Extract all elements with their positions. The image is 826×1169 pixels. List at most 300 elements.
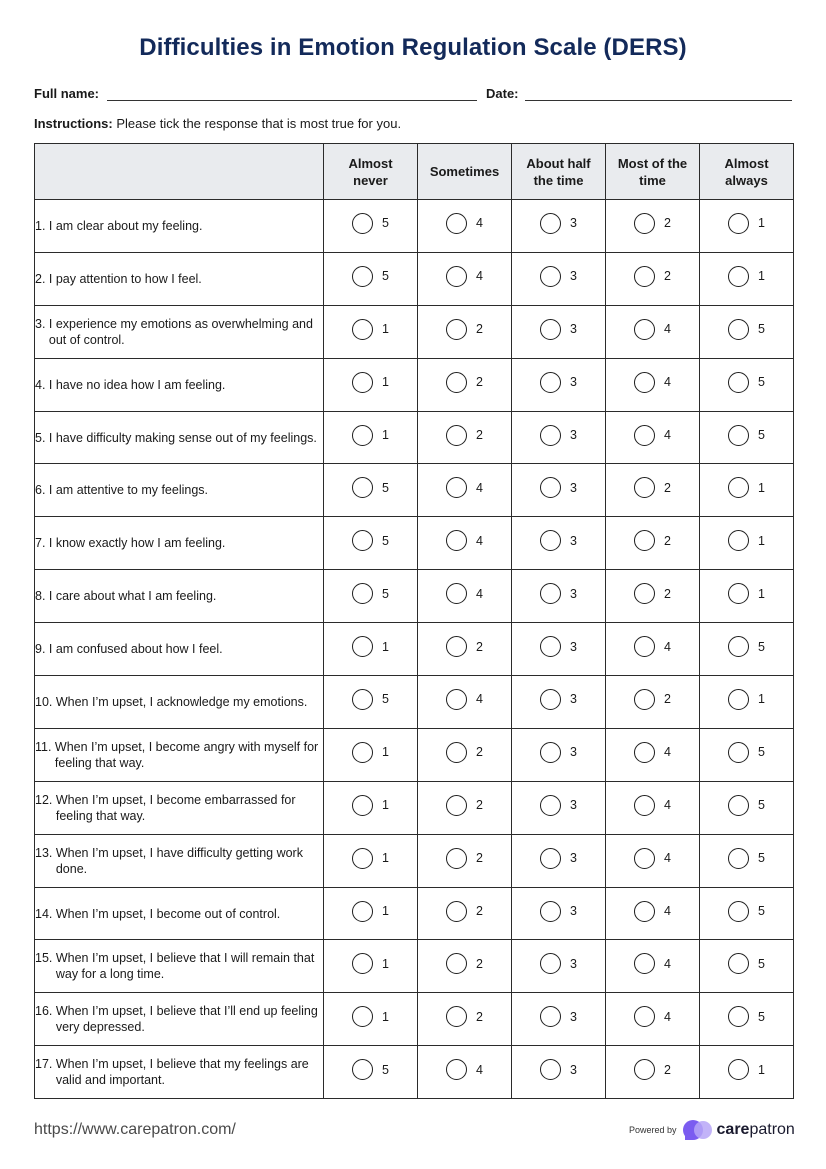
- response-score: 5: [382, 216, 389, 231]
- question-text: I have difficulty making sense out of my feelings.: [48, 430, 317, 445]
- response-score: 1: [382, 375, 389, 390]
- radio-circle-icon[interactable]: [446, 372, 467, 393]
- response-option[interactable]: [540, 795, 577, 816]
- question-number: 13.: [35, 845, 56, 860]
- question-text: I experience my emotions as overwhelming and out of control.: [48, 316, 313, 347]
- response-option[interactable]: [540, 319, 577, 340]
- response-score: 3: [570, 956, 577, 971]
- response-cell: [700, 1046, 794, 1099]
- response-option[interactable]: [634, 1059, 671, 1080]
- response-option[interactable]: [540, 689, 577, 710]
- response-score: 2: [664, 269, 671, 284]
- response-score: 5: [758, 904, 765, 919]
- radio-circle-icon[interactable]: [540, 1059, 561, 1080]
- response-cell: [606, 1046, 700, 1099]
- radio-circle-icon[interactable]: [634, 1006, 655, 1027]
- response-cell: [324, 252, 418, 305]
- brand-name-patron: patron: [749, 1121, 795, 1138]
- radio-circle-icon[interactable]: [540, 636, 561, 657]
- radio-circle-icon[interactable]: [446, 636, 467, 657]
- response-option[interactable]: [728, 530, 765, 551]
- radio-circle-icon[interactable]: [728, 953, 749, 974]
- radio-circle-icon[interactable]: [634, 583, 655, 604]
- response-cell: [606, 781, 700, 834]
- response-score: 5: [758, 851, 765, 866]
- response-cell: [606, 464, 700, 517]
- question-cell: [35, 411, 324, 464]
- response-option[interactable]: [634, 1006, 671, 1027]
- radio-circle-icon[interactable]: [352, 477, 373, 498]
- radio-circle-icon[interactable]: [446, 1059, 467, 1080]
- radio-circle-icon[interactable]: [352, 848, 373, 869]
- response-option[interactable]: [446, 848, 483, 869]
- response-option[interactable]: [728, 477, 765, 498]
- instructions: [34, 116, 401, 131]
- response-option[interactable]: [540, 1059, 577, 1080]
- radio-circle-icon[interactable]: [352, 319, 373, 340]
- response-option[interactable]: [446, 689, 483, 710]
- response-option[interactable]: [728, 583, 765, 604]
- radio-circle-icon[interactable]: [352, 372, 373, 393]
- radio-circle-icon[interactable]: [728, 1059, 749, 1080]
- radio-circle-icon[interactable]: [352, 530, 373, 551]
- response-option[interactable]: [446, 636, 483, 657]
- response-option[interactable]: [540, 636, 577, 657]
- response-score: 5: [382, 1062, 389, 1077]
- response-cell: [512, 834, 606, 887]
- response-score: 1: [758, 692, 765, 707]
- response-option[interactable]: [728, 1006, 765, 1027]
- response-score: 1: [382, 1009, 389, 1024]
- response-score: 3: [570, 851, 577, 866]
- response-option[interactable]: [634, 213, 671, 234]
- question-number: 8.: [35, 589, 49, 604]
- radio-circle-icon[interactable]: [728, 636, 749, 657]
- response-option[interactable]: [352, 583, 389, 604]
- radio-circle-icon[interactable]: [352, 583, 373, 604]
- radio-circle-icon[interactable]: [446, 477, 467, 498]
- radio-circle-icon[interactable]: [352, 1006, 373, 1027]
- radio-circle-icon[interactable]: [634, 319, 655, 340]
- response-score: 4: [664, 851, 671, 866]
- response-option[interactable]: [634, 953, 671, 974]
- radio-circle-icon[interactable]: [446, 530, 467, 551]
- radio-circle-icon[interactable]: [540, 477, 561, 498]
- response-option[interactable]: [634, 530, 671, 551]
- question-number: 5.: [35, 430, 49, 445]
- response-option[interactable]: [728, 1059, 765, 1080]
- response-cell: [512, 411, 606, 464]
- question-text: I have no idea how I am feeling.: [48, 377, 226, 392]
- question-cell: [35, 464, 324, 517]
- response-option[interactable]: [540, 266, 577, 287]
- response-cell: [606, 252, 700, 305]
- response-option[interactable]: [728, 319, 765, 340]
- radio-circle-icon[interactable]: [352, 213, 373, 234]
- radio-circle-icon[interactable]: [446, 213, 467, 234]
- response-option[interactable]: [352, 795, 389, 816]
- response-score: 4: [664, 745, 671, 760]
- radio-circle-icon[interactable]: [728, 213, 749, 234]
- response-cell: [606, 676, 700, 729]
- table-row: [35, 517, 794, 570]
- response-option[interactable]: [728, 901, 765, 922]
- radio-circle-icon[interactable]: [728, 1006, 749, 1027]
- response-option[interactable]: [634, 477, 671, 498]
- response-cell: [512, 1046, 606, 1099]
- radio-circle-icon[interactable]: [352, 1059, 373, 1080]
- response-option[interactable]: [540, 372, 577, 393]
- response-score: 4: [476, 533, 483, 548]
- question-text: I know exactly how I am feeling.: [48, 536, 226, 551]
- question-cell: [35, 993, 324, 1046]
- radio-circle-icon[interactable]: [634, 636, 655, 657]
- ders-table: [34, 143, 794, 1099]
- response-option[interactable]: [634, 266, 671, 287]
- response-cell: [418, 252, 512, 305]
- radio-circle-icon[interactable]: [352, 901, 373, 922]
- response-cell: [700, 358, 794, 411]
- response-cell: [418, 676, 512, 729]
- response-option[interactable]: [634, 319, 671, 340]
- radio-circle-icon[interactable]: [446, 319, 467, 340]
- response-cell: [700, 570, 794, 623]
- response-score: 4: [664, 904, 671, 919]
- question-cell: [35, 623, 324, 676]
- response-cell: [512, 200, 606, 253]
- radio-circle-icon[interactable]: [728, 848, 749, 869]
- response-option[interactable]: [446, 213, 483, 234]
- radio-circle-icon[interactable]: [728, 742, 749, 763]
- radio-circle-icon[interactable]: [352, 689, 373, 710]
- response-option[interactable]: [446, 372, 483, 393]
- radio-circle-icon[interactable]: [634, 795, 655, 816]
- question-number: 11.: [35, 739, 55, 754]
- response-score: 2: [476, 904, 483, 919]
- radio-circle-icon[interactable]: [540, 742, 561, 763]
- response-score: 3: [570, 639, 577, 654]
- response-cell: [418, 570, 512, 623]
- response-option[interactable]: [728, 953, 765, 974]
- radio-circle-icon[interactable]: [728, 425, 749, 446]
- response-cell: [700, 252, 794, 305]
- radio-circle-icon[interactable]: [728, 319, 749, 340]
- response-option[interactable]: [446, 901, 483, 922]
- response-option[interactable]: [352, 636, 389, 657]
- radio-circle-icon[interactable]: [634, 953, 655, 974]
- radio-circle-icon[interactable]: [446, 795, 467, 816]
- response-score: 4: [476, 692, 483, 707]
- response-cell: [324, 940, 418, 993]
- radio-circle-icon[interactable]: [634, 742, 655, 763]
- response-score: 4: [664, 798, 671, 813]
- question-number: 6.: [35, 483, 49, 498]
- radio-circle-icon[interactable]: [634, 901, 655, 922]
- radio-circle-icon[interactable]: [352, 742, 373, 763]
- response-cell: [418, 464, 512, 517]
- response-score: 1: [382, 851, 389, 866]
- response-cell: [512, 305, 606, 358]
- response-option[interactable]: [540, 1006, 577, 1027]
- response-cell: [418, 517, 512, 570]
- response-score: 4: [664, 322, 671, 337]
- full-name-field[interactable]: [107, 100, 477, 101]
- response-cell: [606, 570, 700, 623]
- response-option[interactable]: [446, 1006, 483, 1027]
- response-cell: [700, 781, 794, 834]
- response-score: 2: [664, 216, 671, 231]
- response-option[interactable]: [446, 742, 483, 763]
- question-number: 15.: [35, 951, 56, 966]
- radio-circle-icon[interactable]: [352, 795, 373, 816]
- radio-circle-icon[interactable]: [540, 901, 561, 922]
- radio-circle-icon[interactable]: [540, 266, 561, 287]
- question-number: 14.: [35, 906, 56, 921]
- radio-circle-icon[interactable]: [634, 266, 655, 287]
- radio-circle-icon[interactable]: [540, 1006, 561, 1027]
- radio-circle-icon[interactable]: [352, 953, 373, 974]
- response-cell: [512, 887, 606, 940]
- response-option[interactable]: [728, 689, 765, 710]
- response-option[interactable]: [540, 583, 577, 604]
- response-score: 3: [570, 269, 577, 284]
- response-option[interactable]: [540, 742, 577, 763]
- response-score: 2: [664, 533, 671, 548]
- response-option[interactable]: [352, 1006, 389, 1027]
- radio-circle-icon[interactable]: [446, 1006, 467, 1027]
- response-cell: [324, 728, 418, 781]
- response-option[interactable]: [352, 848, 389, 869]
- response-option[interactable]: [352, 689, 389, 710]
- response-option[interactable]: [728, 425, 765, 446]
- table-header-row: [35, 144, 794, 200]
- response-cell: [512, 676, 606, 729]
- response-option[interactable]: [728, 848, 765, 869]
- response-score: 1: [758, 480, 765, 495]
- radio-circle-icon[interactable]: [446, 689, 467, 710]
- response-option[interactable]: [540, 213, 577, 234]
- response-option[interactable]: [352, 425, 389, 446]
- radio-circle-icon[interactable]: [446, 583, 467, 604]
- response-score: 1: [758, 269, 765, 284]
- response-score: 5: [758, 745, 765, 760]
- radio-circle-icon[interactable]: [634, 689, 655, 710]
- response-cell: [324, 676, 418, 729]
- response-score: 1: [382, 322, 389, 337]
- radio-circle-icon[interactable]: [634, 477, 655, 498]
- response-option[interactable]: [634, 795, 671, 816]
- response-option[interactable]: [352, 901, 389, 922]
- response-score: 1: [758, 533, 765, 548]
- response-option[interactable]: [352, 213, 389, 234]
- response-option[interactable]: [352, 742, 389, 763]
- response-cell: [700, 464, 794, 517]
- response-cell: [512, 570, 606, 623]
- question-cell: [35, 1046, 324, 1099]
- response-option[interactable]: [540, 425, 577, 446]
- response-option[interactable]: [728, 213, 765, 234]
- response-cell: [324, 305, 418, 358]
- radio-circle-icon[interactable]: [446, 266, 467, 287]
- response-score: 4: [476, 216, 483, 231]
- date-field[interactable]: [525, 100, 792, 101]
- response-score: 4: [664, 956, 671, 971]
- response-option[interactable]: [446, 530, 483, 551]
- question-text: When I’m upset, I become embarrassed for feeling that way.: [55, 792, 296, 823]
- response-cell: [324, 623, 418, 676]
- response-cell: [418, 623, 512, 676]
- response-option[interactable]: [634, 425, 671, 446]
- response-option[interactable]: [728, 372, 765, 393]
- response-option[interactable]: [352, 477, 389, 498]
- response-cell: [606, 887, 700, 940]
- response-score: 1: [758, 586, 765, 601]
- response-option[interactable]: [540, 953, 577, 974]
- response-option[interactable]: [352, 266, 389, 287]
- response-score: 1: [758, 216, 765, 231]
- response-cell: [512, 940, 606, 993]
- response-option[interactable]: [540, 901, 577, 922]
- radio-circle-icon[interactable]: [728, 583, 749, 604]
- radio-circle-icon[interactable]: [634, 1059, 655, 1080]
- radio-circle-icon[interactable]: [446, 953, 467, 974]
- response-option[interactable]: [728, 266, 765, 287]
- response-option[interactable]: [634, 689, 671, 710]
- radio-circle-icon[interactable]: [446, 848, 467, 869]
- response-option[interactable]: [446, 319, 483, 340]
- header-almost-never: Almost never: [324, 144, 418, 200]
- radio-circle-icon[interactable]: [540, 583, 561, 604]
- instructions-text: Please tick the response that is most true for you.: [116, 116, 402, 131]
- header-almost-always: Almost always: [700, 144, 794, 200]
- response-cell: [418, 993, 512, 1046]
- radio-circle-icon[interactable]: [540, 689, 561, 710]
- response-option[interactable]: [634, 583, 671, 604]
- question-text: When I’m upset, I believe that I will remain that way for a long time.: [55, 951, 315, 982]
- response-option[interactable]: [446, 266, 483, 287]
- carepatron-logo-icon: [683, 1119, 713, 1141]
- response-option[interactable]: [446, 1059, 483, 1080]
- response-score: 2: [476, 956, 483, 971]
- response-score: 5: [758, 1009, 765, 1024]
- response-option[interactable]: [446, 953, 483, 974]
- radio-circle-icon[interactable]: [728, 372, 749, 393]
- radio-circle-icon[interactable]: [540, 530, 561, 551]
- response-score: 4: [476, 269, 483, 284]
- response-option[interactable]: [352, 319, 389, 340]
- radio-circle-icon[interactable]: [540, 848, 561, 869]
- response-option[interactable]: [634, 372, 671, 393]
- response-option[interactable]: [728, 795, 765, 816]
- question-cell: [35, 834, 324, 887]
- radio-circle-icon[interactable]: [728, 795, 749, 816]
- response-option[interactable]: [352, 530, 389, 551]
- radio-circle-icon[interactable]: [446, 425, 467, 446]
- radio-circle-icon[interactable]: [634, 372, 655, 393]
- response-option[interactable]: [540, 477, 577, 498]
- response-option[interactable]: [540, 530, 577, 551]
- response-option[interactable]: [634, 636, 671, 657]
- response-option[interactable]: [352, 1059, 389, 1080]
- response-option[interactable]: [446, 425, 483, 446]
- response-option[interactable]: [446, 583, 483, 604]
- response-option[interactable]: [446, 477, 483, 498]
- response-score: 5: [758, 428, 765, 442]
- response-cell: [324, 464, 418, 517]
- header-sometimes: Sometimes: [418, 144, 512, 200]
- radio-circle-icon[interactable]: [728, 266, 749, 287]
- radio-circle-icon[interactable]: [728, 901, 749, 922]
- radio-circle-icon[interactable]: [352, 636, 373, 657]
- response-score: 4: [476, 480, 483, 495]
- radio-circle-icon[interactable]: [634, 425, 655, 446]
- response-score: 4: [476, 586, 483, 601]
- radio-circle-icon[interactable]: [352, 266, 373, 287]
- response-option[interactable]: [634, 742, 671, 763]
- response-cell: [418, 358, 512, 411]
- radio-circle-icon[interactable]: [352, 425, 373, 446]
- response-cell: [418, 200, 512, 253]
- response-option[interactable]: [728, 636, 765, 657]
- radio-circle-icon[interactable]: [728, 477, 749, 498]
- radio-circle-icon[interactable]: [634, 213, 655, 234]
- radio-circle-icon[interactable]: [446, 901, 467, 922]
- radio-circle-icon[interactable]: [728, 530, 749, 551]
- response-option[interactable]: [540, 848, 577, 869]
- question-number: 2.: [35, 271, 49, 286]
- radio-circle-icon[interactable]: [540, 953, 561, 974]
- response-option[interactable]: [446, 795, 483, 816]
- response-option[interactable]: [352, 953, 389, 974]
- radio-circle-icon[interactable]: [634, 530, 655, 551]
- radio-circle-icon[interactable]: [540, 425, 561, 446]
- response-cell: [512, 464, 606, 517]
- footer-url[interactable]: https://www.carepatron.com/: [34, 1121, 236, 1138]
- radio-circle-icon[interactable]: [728, 689, 749, 710]
- radio-circle-icon[interactable]: [446, 742, 467, 763]
- header-about-half: About half the time: [512, 144, 606, 200]
- radio-circle-icon[interactable]: [540, 319, 561, 340]
- question-number: 4.: [35, 377, 49, 392]
- question-cell: [35, 728, 324, 781]
- response-score: 4: [664, 1009, 671, 1024]
- question-cell: [35, 517, 324, 570]
- radio-circle-icon[interactable]: [634, 848, 655, 869]
- radio-circle-icon[interactable]: [540, 372, 561, 393]
- question-text: I am confused about how I feel.: [48, 642, 223, 657]
- table-row: [35, 200, 794, 253]
- response-score: 1: [382, 428, 389, 442]
- date-label: Date:: [486, 86, 519, 101]
- response-cell: [700, 200, 794, 253]
- response-score: 4: [476, 1062, 483, 1077]
- response-option[interactable]: [728, 742, 765, 763]
- question-cell: [35, 305, 324, 358]
- response-option[interactable]: [634, 901, 671, 922]
- response-score: 3: [570, 1062, 577, 1077]
- response-score: 2: [476, 322, 483, 337]
- question-number: 12.: [35, 792, 56, 807]
- radio-circle-icon[interactable]: [540, 213, 561, 234]
- header-most-of-time: Most of the time: [606, 144, 700, 200]
- question-text: When I’m upset, I become angry with myself for feeling that way.: [54, 739, 319, 770]
- radio-circle-icon[interactable]: [540, 795, 561, 816]
- response-option[interactable]: [634, 848, 671, 869]
- response-cell: [700, 940, 794, 993]
- response-cell: [324, 411, 418, 464]
- response-option[interactable]: [352, 372, 389, 393]
- response-score: 2: [476, 639, 483, 654]
